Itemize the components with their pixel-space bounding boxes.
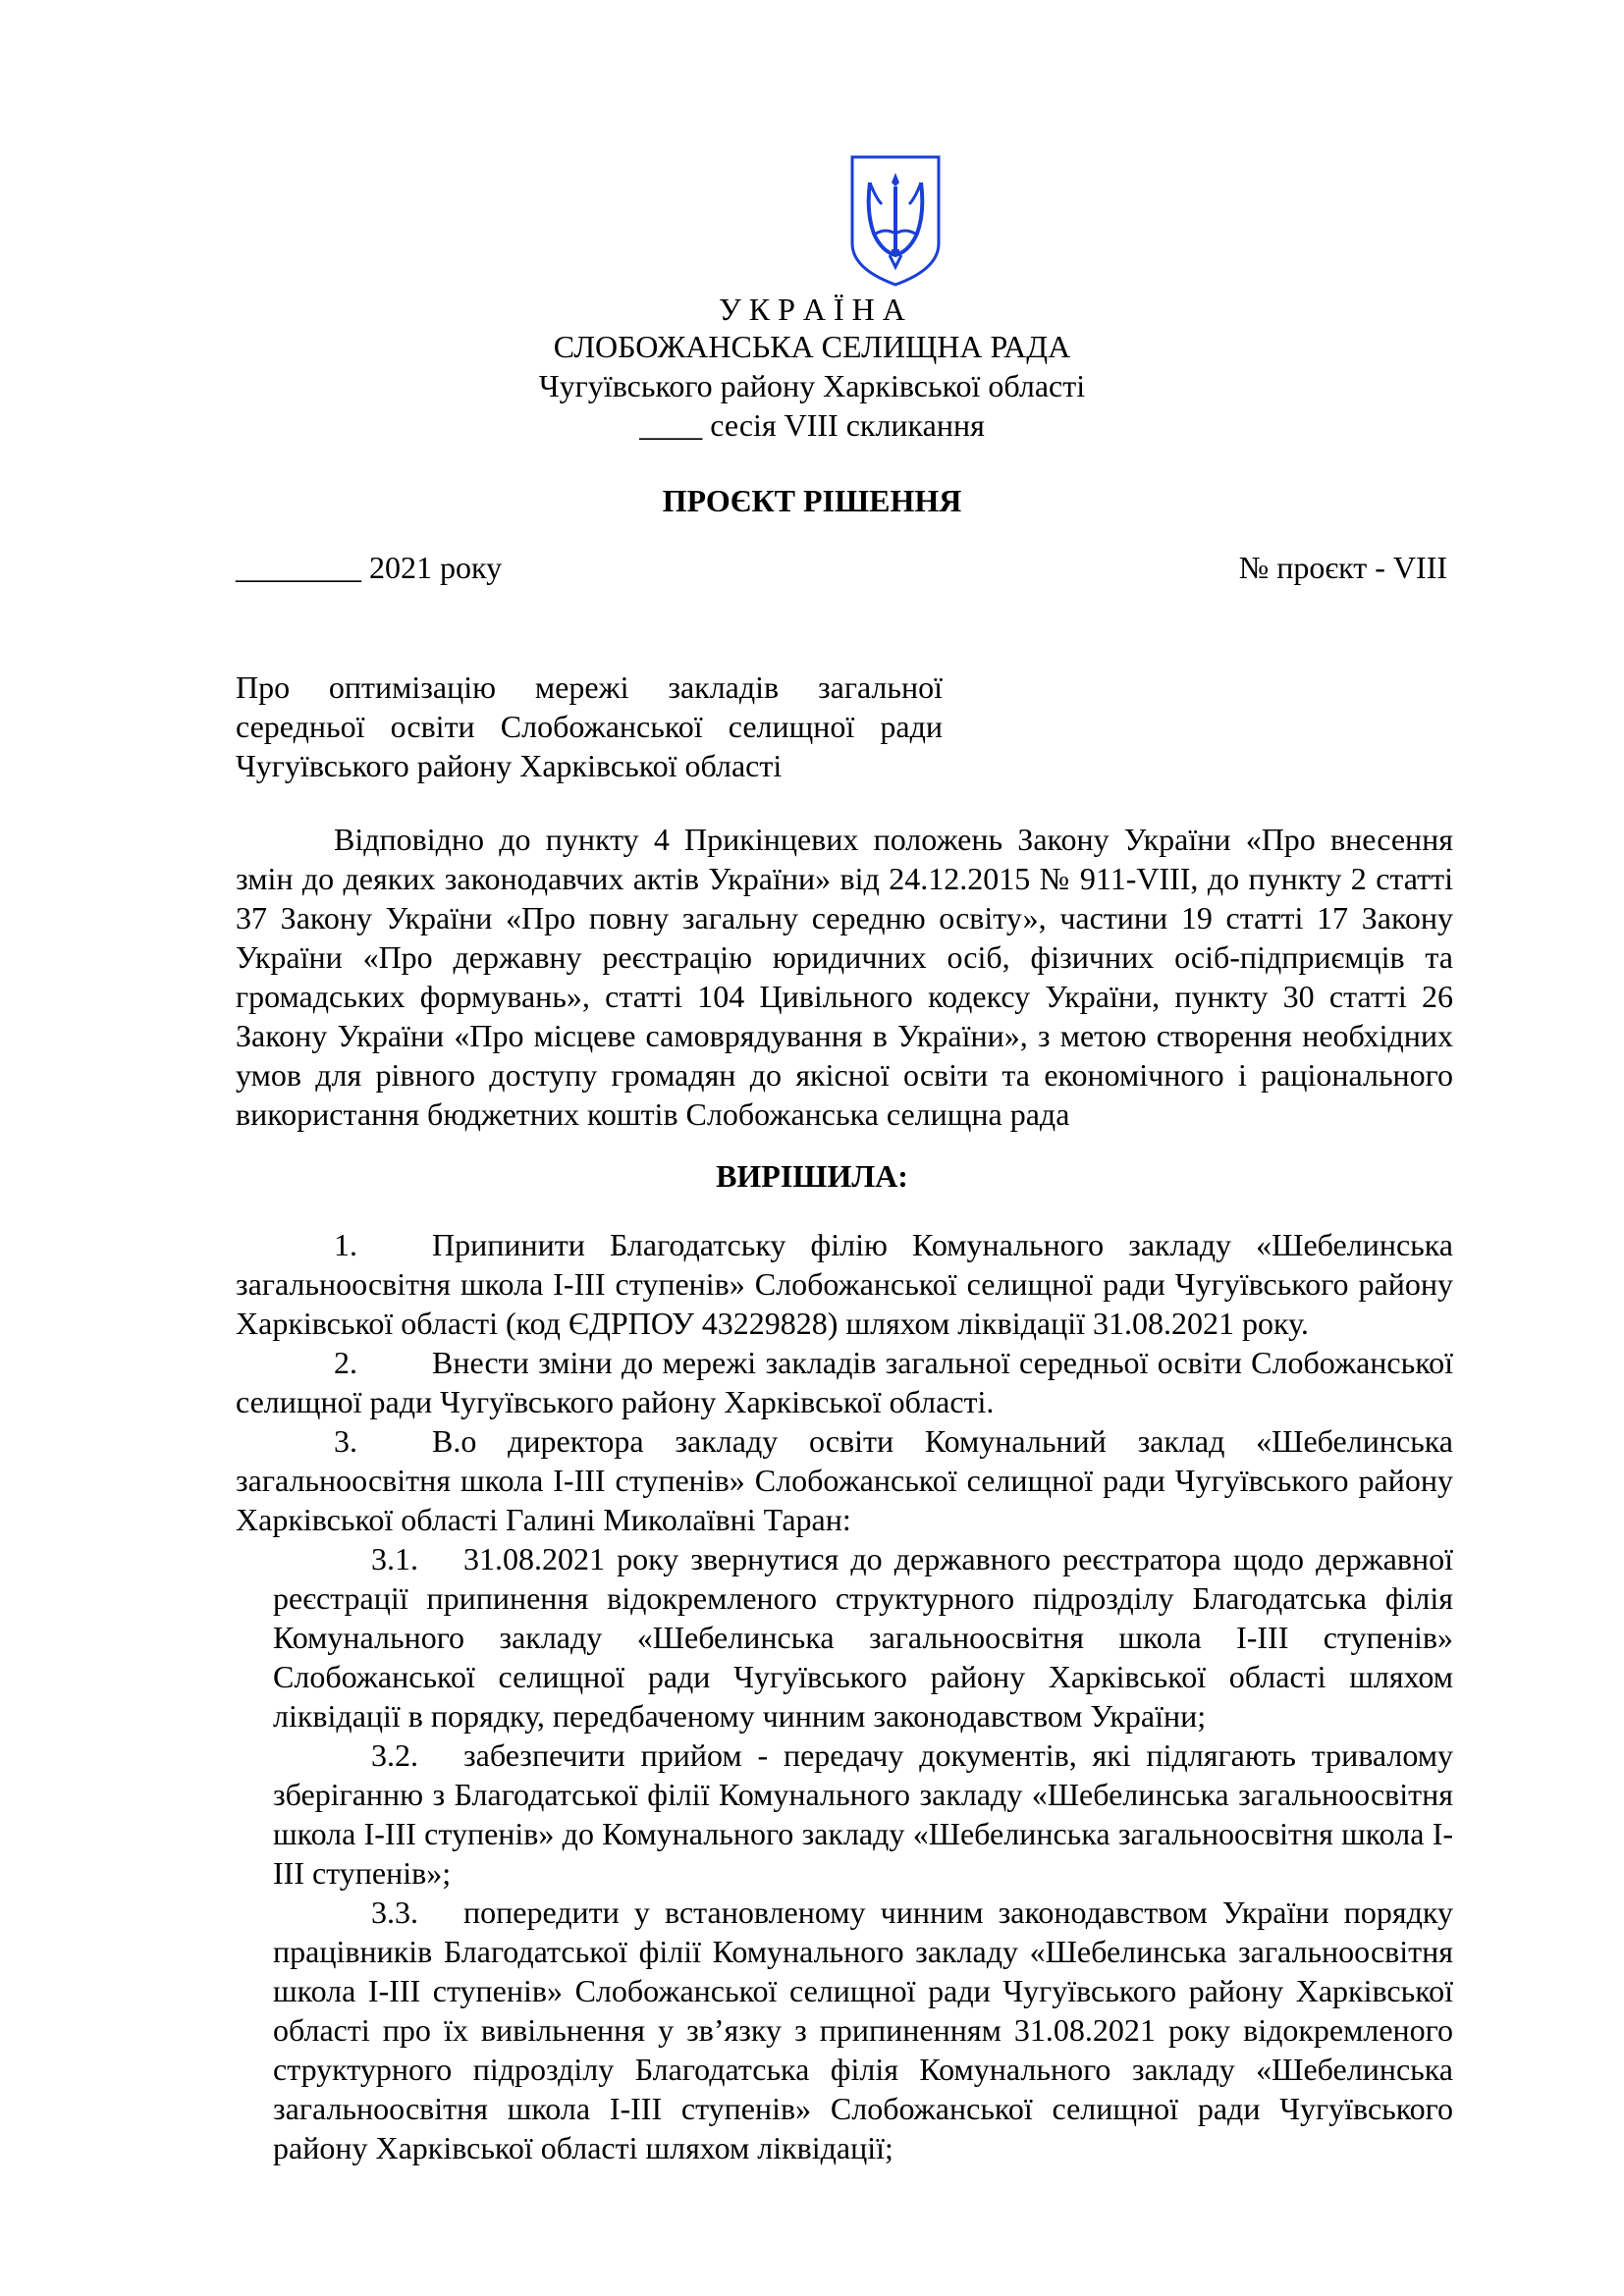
decision-subitem-3-2	[273, 1735, 1453, 1893]
subitem-number: 3.1.	[371, 1541, 418, 1576]
item-number: 2.	[334, 1345, 357, 1380]
subitem-text: попередити у встановленому чинним законодавством України порядку працівників Благодатської філії Комунального закладу «Шебелинська загальноосвітня школа І-ІІІ ступенів» Слобожанської селищної ради Чугуївського району Харківської області про їх вивільнення у зв’язку з припиненням 31.08.2021 року відокремленого структурного підрозділу Благодатська філія Комунального закладу «Шебелинська загальноосвітня школа І-ІІІ ступенів» Слобожанської селищної ради Чугуївського району Харківської області шляхом ліквідації;	[273, 1895, 1453, 2165]
preamble-paragraph: Відповідно до пункту 4 Прикінцевих положень Закону України «Про внесення змін до деяких законодавчих актів України» від 24.12.2015 № 911-VIII, до пункту 2 статті 37 Закону України «Про повну загальну середню освіту», частини 19 статті 17 Закону України «Про державну реєстрацію юридичних осіб, фізичних осіб-підприємців та громадських формувань», статті 104 Цивільного кодексу України, пункту 30 статті 26 Закону України «Про місцеве самоврядування в України», з метою створення необхідних умов для рівного доступу громадян до якісної освіти та економічного і раціонального використання бюджетних коштів Слобожанська селищна рада	[236, 822, 1453, 1132]
subitem-text: 31.08.2021 року звернутися до державного реєстратора щодо державної реєстрації припинення відокремленого структурного підрозділу Благодатська філія Комунального закладу «Шебелинська загальноосвітня школа І-ІІІ ступенів» Слобожанської селищної ради Чугуївського району Харківської області шляхом ліквідації в порядку, передбаченому чинним законодавством України;	[273, 1541, 1453, 1734]
item-text: Внести зміни до мережі закладів загальної середньої освіти Слобожанської селищної ради Чугуївського району Харківської області.	[236, 1345, 1453, 1419]
country-name: У К Р А Ї Н А	[719, 292, 905, 327]
item-text: Припинити Благодатську філію Комунального закладу «Шебелинська загальноосвітня школа І-ІІІ ступенів» Слобожанської селищної ради Чугуївського району Харківської області (код ЄДРПОУ 43229828) шляхом ліквідації 31.08.2021 року.	[236, 1227, 1453, 1341]
document-date: ________ 2021 року	[236, 550, 503, 585]
decision-item-3	[236, 1421, 1453, 1539]
subject-line-1: Про оптимізацію мережі закладів загальної	[236, 669, 943, 705]
council-name: СЛОБОЖАНСЬКА СЕЛИЩНА РАДА	[553, 329, 1071, 364]
subitem-text: забезпечити прийом - передачу документів, які підлягають тривалому зберіганню з Благодатської філії Комунального закладу «Шебелинська загальноосвітня школа І-ІІІ ступенів» до Комунального закладу «Шебелинська загальноосвітня школа І-ІІІ ступенів»;	[273, 1737, 1453, 1891]
subject-line-2: середньої освіти Слобожанської селищної ради	[236, 709, 943, 744]
document-type: ПРОЄКТ РІШЕННЯ	[662, 483, 962, 518]
decision-item-2	[236, 1343, 1453, 1421]
ukraine-coat-of-arms-icon	[846, 153, 945, 289]
decision-item-1	[236, 1225, 1453, 1343]
resolved-heading: ВИРІШИЛА:	[716, 1158, 908, 1194]
document-number: № проєкт - VIII	[1238, 550, 1447, 585]
session-line: ____ сесія VIII скликання	[639, 407, 985, 443]
subitem-number: 3.3.	[371, 1895, 418, 1930]
subject-line-3: Чугуївського району Харківської області	[236, 748, 783, 783]
subitem-number: 3.2.	[371, 1737, 418, 1773]
decision-subitem-3-1	[273, 1539, 1453, 1735]
district-name: Чугуївського району Харківської області	[538, 368, 1086, 403]
decision-subitem-3-3	[273, 1893, 1453, 2167]
item-text: В.о директора закладу освіти Комунальний заклад «Шебелинська загальноосвітня школа І-ІІІ ступенів» Слобожанської селищної ради Чугуївського району Харківської області Галині Миколаївні Таран:	[236, 1423, 1453, 1537]
item-number: 3.	[334, 1423, 357, 1459]
decision-subject	[236, 667, 943, 785]
item-number: 1.	[334, 1227, 357, 1262]
